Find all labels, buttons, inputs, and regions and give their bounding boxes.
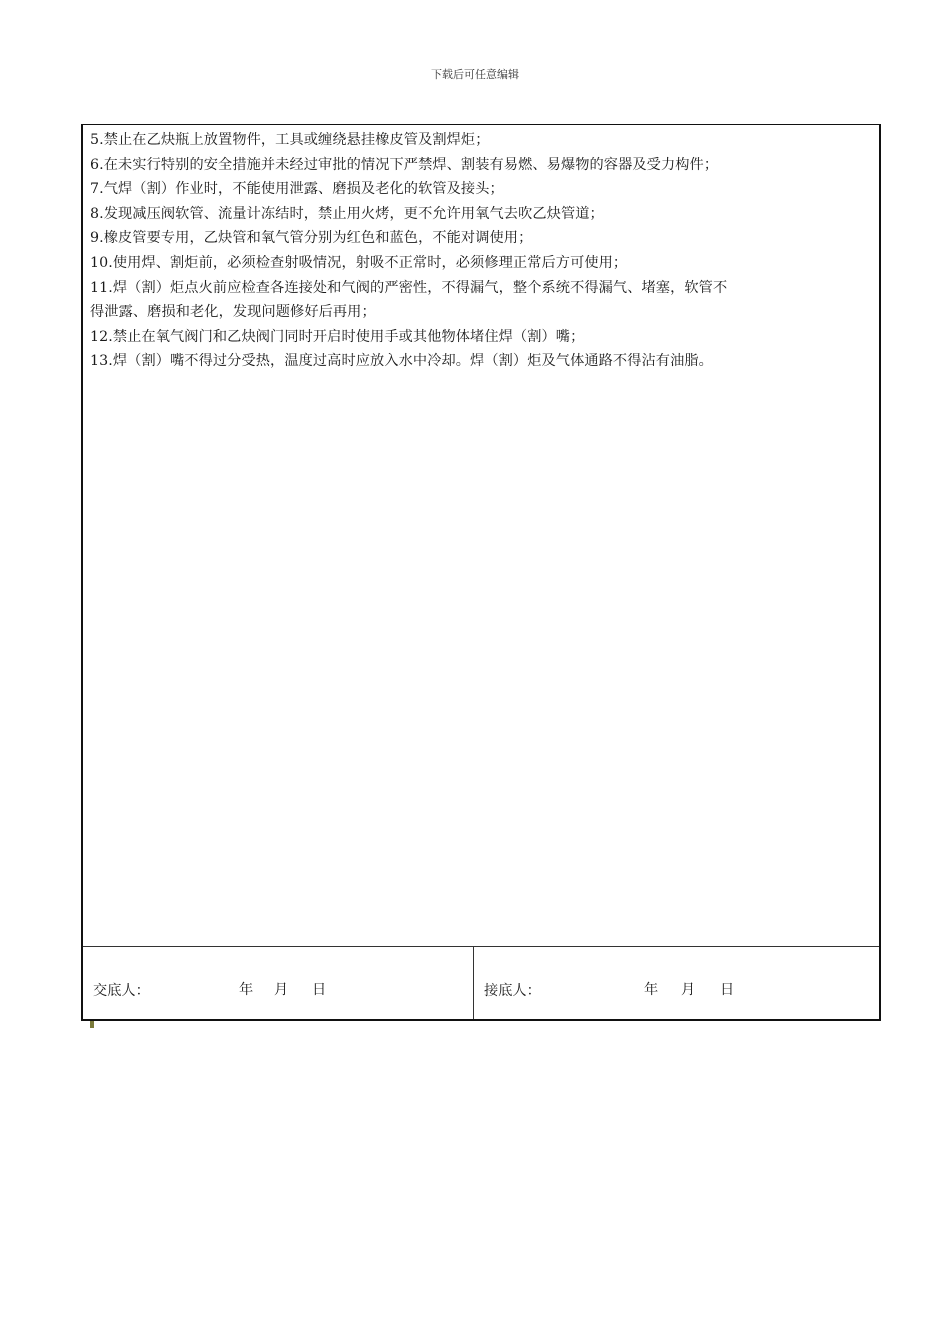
list-item: 9.橡皮管要专用，乙炔管和氧气管分别为红色和蓝色，不能对调使用； xyxy=(90,230,533,247)
discloser-day-label: 日 xyxy=(312,982,327,998)
table-anchor-mark xyxy=(90,1021,94,1028)
receiver-day-label: 日 xyxy=(720,982,735,998)
list-item: 10.使用焊、割炬前，必须检查射吸情况，射吸不正常时，必须修理正常后方可使用； xyxy=(90,254,628,271)
receiver-month-label: 月 xyxy=(681,982,696,998)
disclosure-table xyxy=(81,124,881,1021)
discloser-label: 交底人： xyxy=(93,983,150,999)
receiver-year-label: 年 xyxy=(644,982,659,998)
list-item: 12.禁止在氧气阀门和乙炔阀门同时开启时使用手或其他物体堵住焊（割）嘴； xyxy=(90,328,585,345)
receiver-label: 接底人： xyxy=(484,983,541,999)
list-item: 7.气焊（割）作业时，不能使用泄露、磨损及老化的软管及接头； xyxy=(90,181,504,198)
discloser-month-label: 月 xyxy=(274,982,289,998)
list-item: 8.发现减压阀软管、流量计冻结时，禁止用火烤，更不允许用氧气去吹乙炔管道； xyxy=(90,205,604,222)
list-item: 6.在未实行特别的安全措施并未经过审批的情况下严禁焊、割装有易燃、易爆物的容器及受力构件； xyxy=(90,156,719,173)
list-item: 5.禁止在乙炔瓶上放置物件，工具或缠绕悬挂橡皮管及割焊炬； xyxy=(90,132,490,148)
discloser-cell xyxy=(83,947,474,1019)
signature-row xyxy=(83,947,879,1019)
receiver-cell xyxy=(474,947,879,1019)
list-item: 13.焊（割）嘴不得过分受热，温度过高时应放入水中冷却。焊（割）炬及气体通路不得沾有油脂。 xyxy=(90,353,713,370)
header-note: 下载后可任意编辑 xyxy=(431,68,519,81)
content-cell xyxy=(83,125,879,947)
list-item: 得泄露、磨损和老化，发现问题修好后再用； xyxy=(90,304,376,321)
list-item: 11.焊（割）炬点火前应检查各连接处和气阀的严密性，不得漏气，整个系统不得漏气、堵塞，软管不 xyxy=(90,279,728,296)
discloser-year-label: 年 xyxy=(239,982,254,998)
